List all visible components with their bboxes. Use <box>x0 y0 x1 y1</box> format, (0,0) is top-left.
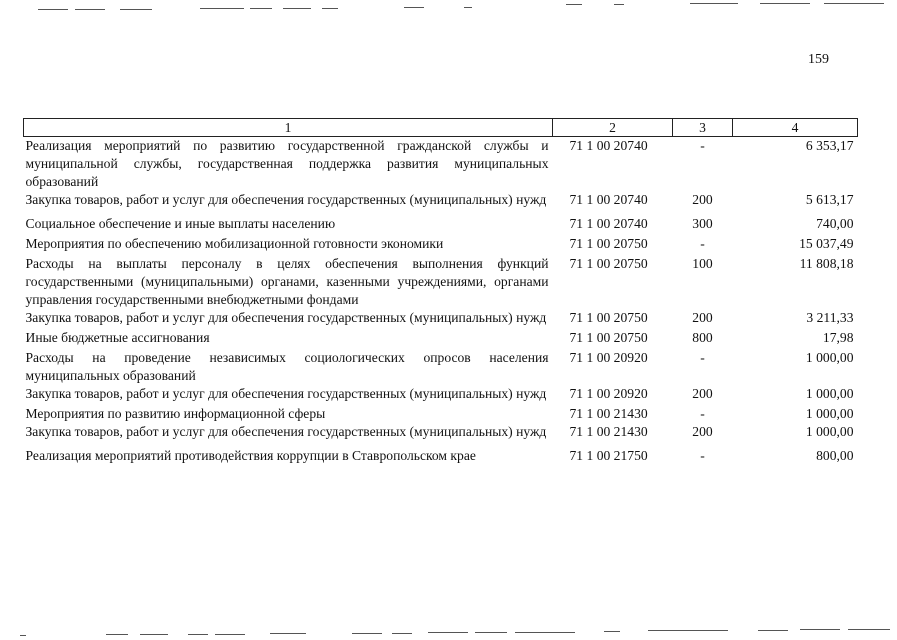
row-amount: 3 211,33 <box>806 310 854 325</box>
row-name: Закупка товаров, работ и услуг для обеспечения государственных (муниципальных) нужд <box>25 192 547 207</box>
row-type: - <box>700 138 705 153</box>
row-amount: 5 613,17 <box>805 192 854 207</box>
row-amount: 1 000,00 <box>805 386 854 401</box>
row-code: 71 1 00 20740 <box>569 216 648 231</box>
row-name: Закупка товаров, работ и услуг для обеспечения государственных (муниципальных) нужд <box>25 424 547 439</box>
row-name: Реализация мероприятий противодействия коррупции в Ставропольском крае <box>25 448 476 463</box>
row-type: - <box>700 448 705 463</box>
row-type: - <box>700 406 705 421</box>
scan-artifact-top <box>0 0 897 14</box>
table-header-row <box>24 119 858 137</box>
column-header-1: 1 <box>24 119 553 137</box>
page-number: 159 <box>808 52 829 67</box>
table-row <box>24 423 858 447</box>
row-amount: 1 000,00 <box>805 350 854 365</box>
row-type: 800 <box>692 330 713 345</box>
table-row <box>24 349 858 385</box>
row-code: 71 1 00 20750 <box>569 330 648 345</box>
row-amount: 740,00 <box>816 216 854 231</box>
row-name: Расходы на проведение независимых социологических опросов населения муниципальных образований <box>25 350 549 383</box>
row-code: 71 1 00 20750 <box>569 256 648 271</box>
table-row <box>24 255 858 309</box>
row-name: Закупка товаров, работ и услуг для обеспечения государственных (муниципальных) нужд <box>25 310 547 325</box>
table-row <box>24 215 858 235</box>
row-code: 71 1 00 20740 <box>569 138 648 153</box>
row-code: 71 1 00 20920 <box>569 350 648 365</box>
table-row <box>24 405 858 423</box>
row-amount: 800,00 <box>816 448 854 463</box>
row-type: 100 <box>692 256 713 271</box>
row-name: Реализация мероприятий по развитию государственной гражданской службы и муниципальной службы, государственная поддержка развития муниципальных образований <box>25 138 549 189</box>
row-name: Мероприятия по развитию информационной сферы <box>25 406 326 421</box>
row-code: 71 1 00 20750 <box>569 236 648 251</box>
row-code: 71 1 00 20750 <box>569 310 648 325</box>
row-amount: 6 353,17 <box>805 138 854 153</box>
row-type: 200 <box>692 310 713 325</box>
row-code: 71 1 00 20920 <box>569 386 648 401</box>
column-header-2: 2 <box>553 119 673 137</box>
table-row <box>24 235 858 255</box>
column-header-4: 4 <box>733 119 858 137</box>
budget-table <box>23 118 858 465</box>
row-name: Социальное обеспечение и иные выплаты населению <box>25 216 336 231</box>
row-name: Закупка товаров, работ и услуг для обеспечения государственных (муниципальных) нужд <box>25 386 547 401</box>
row-amount: 15 037,49 <box>799 236 854 251</box>
row-type: - <box>700 350 705 365</box>
table-row <box>24 447 858 465</box>
table-row <box>24 137 858 192</box>
row-name: Мероприятия по обеспечению мобилизационной готовности экономики <box>25 236 444 251</box>
row-amount: 17,98 <box>822 330 854 345</box>
row-type: 200 <box>692 386 713 401</box>
scan-artifact-bottom <box>0 626 897 640</box>
table-row <box>24 191 858 215</box>
row-amount: 1 000,00 <box>805 424 854 439</box>
row-type: 300 <box>692 216 713 231</box>
row-type: - <box>700 236 705 251</box>
table-row <box>24 329 858 349</box>
row-amount: 1 000,00 <box>805 406 854 421</box>
row-name: Расходы на выплаты персоналу в целях обеспечения выполнения функций государственными (муниципальными) органами, казенными учреждениями, органами управления государственными внебюджетными фондами <box>25 256 549 307</box>
column-header-3: 3 <box>673 119 733 137</box>
row-code: 71 1 00 20740 <box>569 192 648 207</box>
table-row <box>24 385 858 405</box>
row-code: 71 1 00 21430 <box>569 406 648 421</box>
table-row <box>24 309 858 329</box>
row-code: 71 1 00 21750 <box>569 448 648 463</box>
row-name: Иные бюджетные ассигнования <box>25 330 210 345</box>
row-code: 71 1 00 21430 <box>569 424 648 439</box>
row-type: 200 <box>692 424 713 439</box>
row-amount: 11 808,18 <box>799 256 854 271</box>
row-type: 200 <box>692 192 713 207</box>
